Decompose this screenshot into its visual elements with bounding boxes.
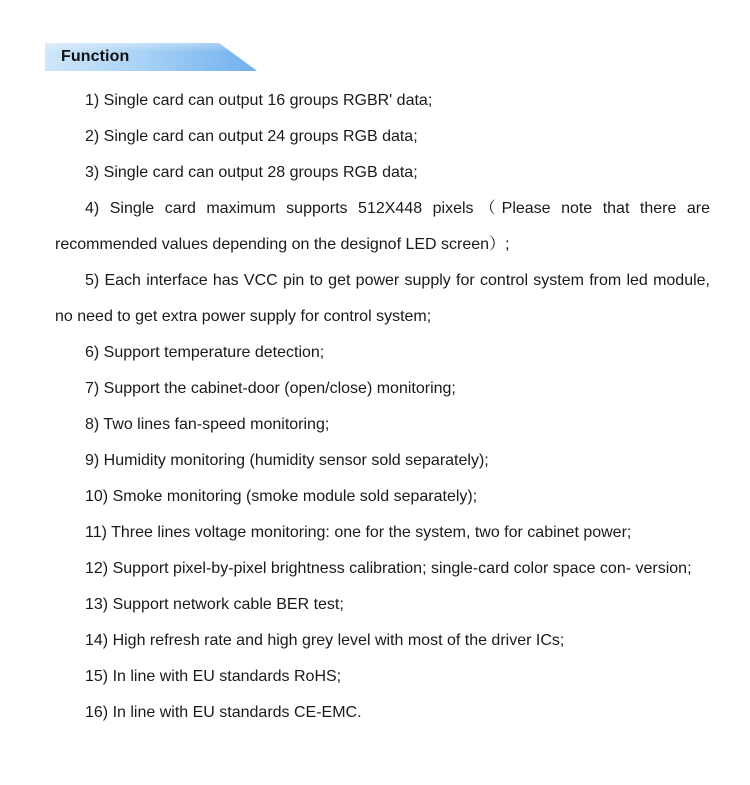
list-item: 6) Support temperature detection;	[85, 344, 325, 361]
list-item: 12) Support pixel-by-pixel brightness calibration; single-card color space con- version;	[85, 560, 692, 577]
list-item: 3) Single card can output 28 groups RGB data;	[85, 164, 418, 181]
list-item: 5) Each interface has VCC pin to get power supply for control system from led module, no need to get extra power supply for control system;	[55, 272, 710, 325]
list-item: 8) Two lines fan-speed monitoring;	[85, 416, 330, 433]
list-item: 15) In line with EU standards RoHS;	[85, 668, 342, 685]
section-header	[45, 43, 257, 71]
list-item: 4) Single card maximum supports 512X448 pixels（Please note that there are recommended values depending on the designof LED screen）;	[55, 200, 710, 253]
list-item: 14) High refresh rate and high grey level with most of the driver ICs;	[85, 632, 565, 649]
section-title: Function	[61, 48, 130, 65]
list-item: 11) Three lines voltage monitoring: one for the system, two for cabinet power;	[85, 524, 632, 541]
function-list	[55, 83, 710, 731]
list-item: 10) Smoke monitoring (smoke module sold separately);	[85, 488, 478, 505]
list-item: 16) In line with EU standards CE-EMC.	[85, 704, 362, 721]
list-item: 9) Humidity monitoring (humidity sensor sold separately);	[85, 452, 489, 469]
list-item: 2) Single card can output 24 groups RGB data;	[85, 128, 418, 145]
list-item: 7) Support the cabinet-door (open/close) monitoring;	[85, 380, 456, 397]
list-item: 13) Support network cable BER test;	[85, 596, 344, 613]
list-item: 1) Single card can output 16 groups RGBR' data;	[85, 92, 433, 109]
